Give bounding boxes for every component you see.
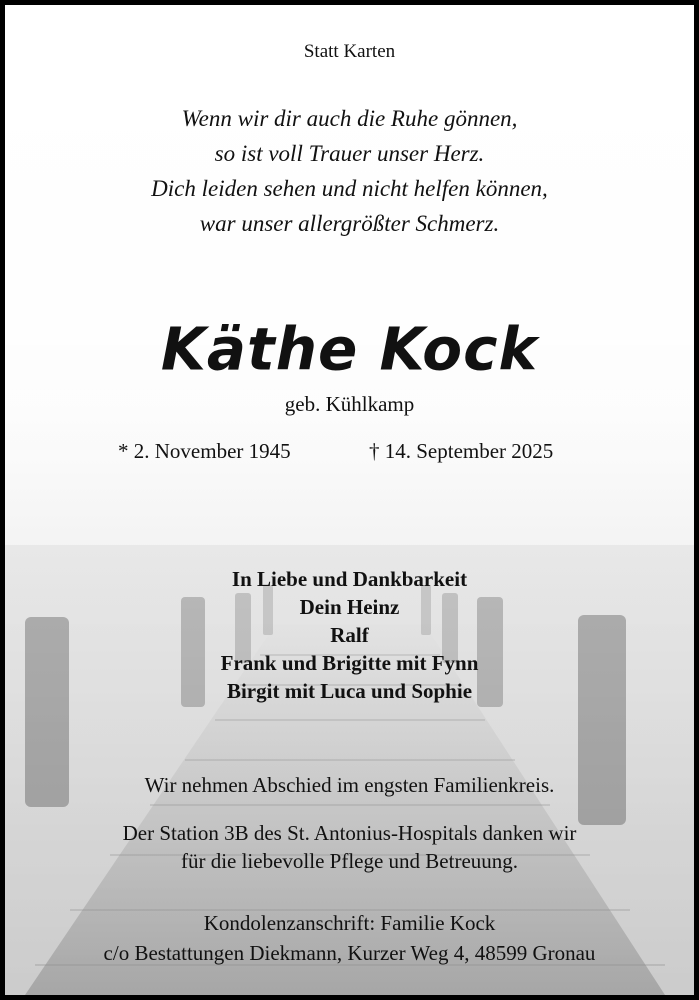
thanks-line: Der Station 3B des St. Antonius-Hospitals danken wir [122,821,577,845]
maiden-name: geb. Kühlkamp [284,392,415,416]
poem-line: war unser allergrößter Schmerz. [199,211,500,236]
header-text: Statt Karten [303,41,396,62]
thanks-note [5,819,694,875]
poem-line: Wenn wir dir auch die Ruhe gönnen, [181,106,518,131]
family-line: Birgit mit Luca und Sophie [226,679,473,703]
family-line: In Liebe und Dankbarkeit [231,567,468,591]
poem [5,101,694,241]
poem-line: Dich leiden sehen und nicht helfen können, [151,176,548,201]
family-line: Dein Heinz [299,595,400,619]
farewell-notice: Wir nehmen Abschied im engsten Familienkreis. [144,773,555,797]
family-line: Frank und Brigitte mit Fynn [220,651,479,675]
poem-line: so ist voll Trauer unser Herz. [214,141,485,166]
condolence-address [5,908,694,968]
address-line: c/o Bestattungen Diekmann, Kurzer Weg 4, 48599 Gronau [103,941,596,965]
family-mourners [5,565,694,705]
birth-date: * 2. November 1945 [118,439,291,463]
death-date: † 14. September 2025 [369,439,554,463]
thanks-line: für die liebevolle Pflege und Betreuung. [180,849,519,873]
deceased-name: Käthe Kock [160,314,539,384]
family-line: Ralf [330,623,369,647]
address-line: Kondolenzanschrift: Familie Kock [203,911,496,935]
obituary-text [5,5,694,995]
